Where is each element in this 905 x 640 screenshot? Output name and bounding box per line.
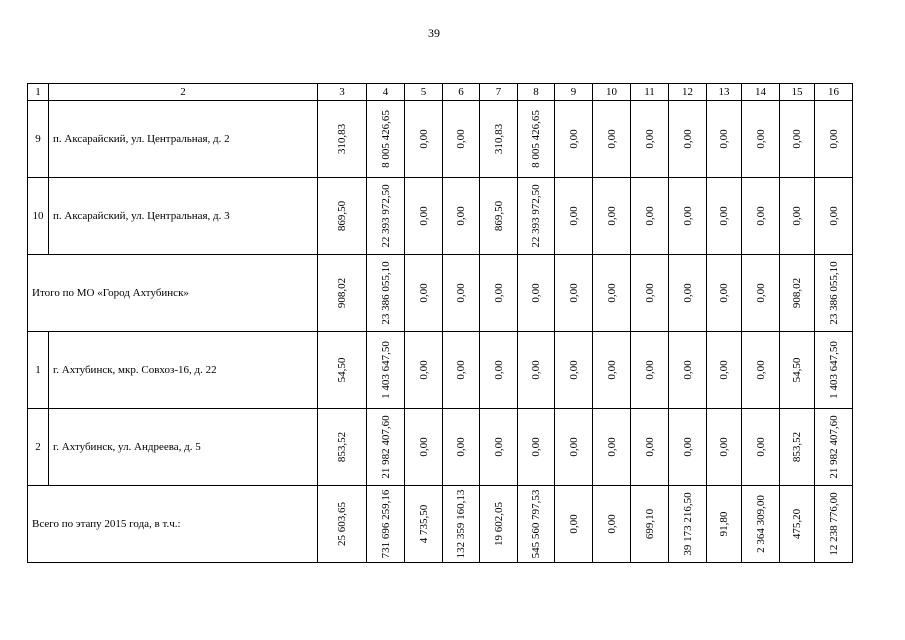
value-cell <box>555 178 593 255</box>
value-text: 0,00 <box>681 360 694 380</box>
value-text: 4 735,50 <box>417 504 430 544</box>
value-text: 8 005 426,65 <box>379 110 392 168</box>
value-text: 0,00 <box>605 360 618 380</box>
value-cell <box>742 255 780 332</box>
value-cell <box>318 486 367 563</box>
header-cell: 13 <box>707 84 742 101</box>
value-text: 0,00 <box>530 360 542 380</box>
value-text: 0,00 <box>567 206 580 226</box>
row-number: 9 <box>28 101 49 178</box>
value-text: 22 393 972,50 <box>530 184 542 248</box>
value-text: 0,00 <box>718 360 730 380</box>
value-text: 853,52 <box>791 431 803 463</box>
table-row <box>28 409 853 486</box>
value-cell <box>555 332 593 409</box>
value-cell <box>815 332 853 409</box>
value-text: 0,00 <box>718 437 730 457</box>
value-text: 869,50 <box>492 200 505 232</box>
address-cell: п. Аксарайский, ул. Центральная, д. 2 <box>49 101 318 178</box>
value-cell <box>631 101 669 178</box>
value-cell <box>443 255 480 332</box>
value-text: 0,00 <box>605 283 618 303</box>
value-text: 0,00 <box>455 129 467 149</box>
value-cell <box>669 486 707 563</box>
header-cell: 8 <box>518 84 555 101</box>
value-cell <box>707 332 742 409</box>
value-cell <box>518 178 555 255</box>
value-cell <box>443 409 480 486</box>
value-text: 0,00 <box>754 129 767 149</box>
value-text: 21 982 407,60 <box>827 415 840 479</box>
value-text: 0,00 <box>827 206 840 226</box>
table-row <box>28 178 853 255</box>
value-cell <box>367 486 405 563</box>
value-text: 0,00 <box>791 206 803 226</box>
value-text: 853,52 <box>336 431 348 463</box>
value-text: 0,00 <box>643 283 656 303</box>
page-number: 39 <box>428 26 440 40</box>
header-cell: 2 <box>49 84 318 101</box>
value-text: 908,02 <box>336 277 348 309</box>
value-text: 91,80 <box>718 511 730 537</box>
value-cell <box>593 178 631 255</box>
value-text: 0,00 <box>681 206 694 226</box>
value-text: 0,00 <box>643 360 656 380</box>
value-cell <box>367 255 405 332</box>
header-cell: 1 <box>28 84 49 101</box>
value-text: 0,00 <box>492 360 505 380</box>
value-text: 0,00 <box>455 206 467 226</box>
address-cell: п. Аксарайский, ул. Центральная, д. 3 <box>49 178 318 255</box>
header-cell: 3 <box>318 84 367 101</box>
value-cell <box>707 486 742 563</box>
value-cell <box>367 409 405 486</box>
value-text: 908,02 <box>791 277 803 309</box>
value-text: 0,00 <box>605 514 618 534</box>
value-text: 0,00 <box>530 437 542 457</box>
row-number: 2 <box>28 409 49 486</box>
value-cell <box>780 255 815 332</box>
value-text: 8 005 426,65 <box>530 110 542 168</box>
value-cell <box>815 486 853 563</box>
value-text: 1 403 647,50 <box>827 341 840 399</box>
value-text: 23 386 055,10 <box>379 261 392 325</box>
value-cell <box>707 409 742 486</box>
value-text: 0,00 <box>567 360 580 380</box>
value-cell <box>631 332 669 409</box>
value-cell <box>405 332 443 409</box>
value-cell <box>555 486 593 563</box>
value-text: 0,00 <box>605 129 618 149</box>
row-number: 1 <box>28 332 49 409</box>
value-cell <box>815 409 853 486</box>
value-text: 0,00 <box>754 206 767 226</box>
value-cell <box>815 255 853 332</box>
value-text: 0,00 <box>417 437 430 457</box>
value-cell <box>780 332 815 409</box>
address-cell: г. Ахтубинск, ул. Андреева, д. 5 <box>49 409 318 486</box>
value-cell <box>593 101 631 178</box>
value-cell <box>518 409 555 486</box>
value-text: 19 602,05 <box>492 502 505 546</box>
value-cell <box>780 486 815 563</box>
value-text: 0,00 <box>643 206 656 226</box>
value-text: 0,00 <box>455 360 467 380</box>
value-cell <box>405 409 443 486</box>
value-text: 0,00 <box>681 283 694 303</box>
value-cell <box>631 178 669 255</box>
value-cell <box>707 255 742 332</box>
subtotal-label: Итого по МО «Город Ахтубинск» <box>28 255 318 332</box>
value-text: 0,00 <box>567 514 580 534</box>
data-table <box>27 83 853 563</box>
header-cell: 16 <box>815 84 853 101</box>
value-cell <box>480 409 518 486</box>
value-text: 310,83 <box>336 123 348 155</box>
table-row <box>28 332 853 409</box>
value-cell <box>631 409 669 486</box>
value-cell <box>443 178 480 255</box>
value-text: 1 403 647,50 <box>379 341 392 399</box>
value-text: 0,00 <box>643 437 656 457</box>
table-row <box>28 101 853 178</box>
value-text: 0,00 <box>754 283 767 303</box>
value-cell <box>742 332 780 409</box>
value-cell <box>593 255 631 332</box>
value-cell <box>405 486 443 563</box>
value-cell <box>318 255 367 332</box>
value-text: 0,00 <box>492 437 505 457</box>
total-row <box>28 486 853 563</box>
value-cell <box>518 332 555 409</box>
value-cell <box>707 178 742 255</box>
value-cell <box>593 332 631 409</box>
value-text: 475,20 <box>791 508 803 540</box>
value-cell <box>518 255 555 332</box>
value-cell <box>318 332 367 409</box>
value-cell <box>555 101 593 178</box>
value-text: 0,00 <box>417 360 430 380</box>
value-cell <box>480 178 518 255</box>
value-text: 310,83 <box>492 123 505 155</box>
value-text: 0,00 <box>417 206 430 226</box>
value-text: 0,00 <box>827 129 840 149</box>
value-text: 0,00 <box>455 437 467 457</box>
value-cell <box>367 332 405 409</box>
value-text: 0,00 <box>681 129 694 149</box>
value-text: 0,00 <box>567 129 580 149</box>
value-text: 731 696 259,16 <box>379 489 392 559</box>
header-cell: 15 <box>780 84 815 101</box>
value-cell <box>555 409 593 486</box>
value-text: 54,50 <box>791 357 803 383</box>
value-cell <box>742 178 780 255</box>
value-text: 0,00 <box>605 437 618 457</box>
value-cell <box>742 486 780 563</box>
value-text: 54,50 <box>336 357 348 383</box>
value-cell <box>443 486 480 563</box>
value-cell <box>593 409 631 486</box>
address-cell: г. Ахтубинск, мкр. Совхоз-16, д. 22 <box>49 332 318 409</box>
value-cell <box>742 409 780 486</box>
value-cell <box>593 486 631 563</box>
value-text: 0,00 <box>567 437 580 457</box>
total-label: Всего по этапу 2015 года, в т.ч.: <box>28 486 318 563</box>
header-cell: 14 <box>742 84 780 101</box>
value-cell <box>707 101 742 178</box>
value-text: 0,00 <box>681 437 694 457</box>
value-cell <box>669 332 707 409</box>
value-cell <box>518 486 555 563</box>
value-cell <box>631 486 669 563</box>
value-cell <box>555 255 593 332</box>
value-cell <box>405 101 443 178</box>
value-text: 0,00 <box>455 283 467 303</box>
value-text: 0,00 <box>754 360 767 380</box>
value-text: 0,00 <box>417 283 430 303</box>
value-cell <box>367 101 405 178</box>
value-text: 0,00 <box>754 437 767 457</box>
value-text: 0,00 <box>718 283 730 303</box>
value-cell <box>815 178 853 255</box>
header-cell: 9 <box>555 84 593 101</box>
value-text: 0,00 <box>791 129 803 149</box>
value-text: 39 173 216,50 <box>681 492 694 556</box>
header-cell: 12 <box>669 84 707 101</box>
header-cell: 11 <box>631 84 669 101</box>
value-cell <box>815 101 853 178</box>
value-cell <box>669 409 707 486</box>
value-cell <box>443 332 480 409</box>
value-cell <box>780 178 815 255</box>
row-number: 10 <box>28 178 49 255</box>
value-text: 0,00 <box>567 283 580 303</box>
value-cell <box>480 101 518 178</box>
value-cell <box>669 178 707 255</box>
value-cell <box>443 101 480 178</box>
value-text: 0,00 <box>605 206 618 226</box>
value-cell <box>518 101 555 178</box>
header-cell: 5 <box>405 84 443 101</box>
header-row <box>28 84 853 101</box>
value-cell <box>318 178 367 255</box>
value-cell <box>480 255 518 332</box>
value-cell <box>405 255 443 332</box>
value-text: 545 560 797,53 <box>530 489 542 559</box>
value-cell <box>742 101 780 178</box>
value-text: 0,00 <box>643 129 656 149</box>
value-cell <box>780 101 815 178</box>
value-cell <box>631 255 669 332</box>
value-text: 0,00 <box>492 283 505 303</box>
value-text: 23 386 055,10 <box>827 261 840 325</box>
value-cell <box>405 178 443 255</box>
header-cell: 6 <box>443 84 480 101</box>
value-text: 21 982 407,60 <box>379 415 392 479</box>
value-text: 132 359 160,13 <box>455 489 467 559</box>
header-cell: 7 <box>480 84 518 101</box>
value-text: 0,00 <box>530 283 542 303</box>
value-text: 869,50 <box>336 200 348 232</box>
value-cell <box>669 101 707 178</box>
value-text: 22 393 972,50 <box>379 184 392 248</box>
value-cell <box>367 178 405 255</box>
subtotal-row <box>28 255 853 332</box>
value-text: 0,00 <box>718 129 730 149</box>
value-text: 25 603,65 <box>336 502 348 546</box>
value-text: 0,00 <box>417 129 430 149</box>
value-cell <box>480 486 518 563</box>
value-cell <box>318 409 367 486</box>
header-cell: 4 <box>367 84 405 101</box>
value-text: 12 238 776,00 <box>827 492 840 556</box>
value-cell <box>480 332 518 409</box>
value-text: 0,00 <box>718 206 730 226</box>
value-text: 2 364 309,00 <box>754 495 767 553</box>
value-text: 699,10 <box>643 508 656 540</box>
header-cell: 10 <box>593 84 631 101</box>
value-cell <box>318 101 367 178</box>
value-cell <box>669 255 707 332</box>
value-cell <box>780 409 815 486</box>
